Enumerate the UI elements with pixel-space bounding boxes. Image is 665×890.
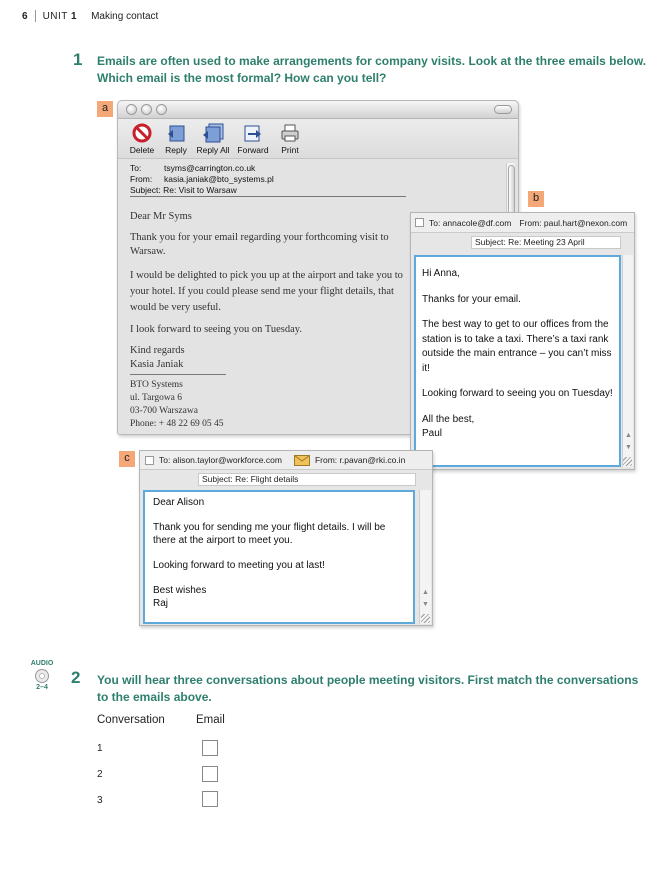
email-c-window [139, 450, 433, 626]
email-b-tag: b [528, 191, 544, 207]
email-a-paragraph-2: I would be delighted to pick you up at the airport and take you to your hotel. If you could please send me your flight details, that would be very useful. [130, 270, 403, 313]
email-c-greeting: Dear Alison [153, 497, 205, 508]
signature-phone: Phone: + 48 22 69 05 45 [130, 419, 224, 429]
scroll-down-icon[interactable]: ▼ [422, 601, 429, 608]
email-b-from: From: paul.hart@nexon.com [519, 217, 628, 228]
unit-label [43, 11, 78, 22]
email-b-to: To: annacole@df.com [429, 217, 512, 228]
signature-divider [130, 374, 226, 375]
email-a-headers [118, 159, 518, 197]
delete-button[interactable] [124, 119, 160, 158]
email-b-address-bar [411, 213, 634, 233]
forward-button[interactable] [232, 119, 274, 158]
question-2-text [97, 672, 638, 706]
email-b-paragraph-3: Looking forward to seeing you on Tuesday! [422, 388, 613, 399]
resize-grip-icon[interactable] [623, 457, 632, 466]
reply-icon [165, 122, 187, 144]
email-c-from: From: r.pavan@rki.co.in [314, 455, 406, 465]
email-b-paragraph-2: The best way to get to our offices from the station is to take a taxi. There’s a taxi rank outside the main entrance – you can’t miss it! [422, 319, 612, 374]
delete-icon [131, 122, 153, 144]
print-icon [279, 122, 301, 144]
forward-label: Forward [237, 145, 269, 155]
email-a-tag: a [97, 101, 113, 117]
email-c-address-bar [140, 451, 432, 470]
email-c-tag: c [119, 451, 135, 467]
question-1-line-2: Which email is the most formal? How can you tell? [97, 71, 387, 85]
question-1-text [97, 53, 646, 87]
answer-box[interactable] [202, 791, 218, 807]
email-c-paragraph-2: Looking forward to meeting you at last! [153, 560, 325, 571]
email-a-toolbar [118, 119, 518, 159]
page-number: 6 [22, 10, 28, 22]
answer-box[interactable] [202, 740, 218, 756]
conversation-number: 2 [97, 769, 103, 780]
email-a-closing: Kind regards [130, 345, 185, 356]
signature-street: ul. Targowa 6 [130, 393, 183, 403]
to-address: tsyms@carrington.co.uk [164, 163, 256, 173]
cd-icon [35, 669, 49, 683]
email-c-sender-name: Raj [153, 598, 169, 609]
question-2-number: 2 [71, 668, 81, 687]
envelope-icon [294, 455, 310, 466]
email-a-subject: Subject: Re: Visit to Warsaw [130, 185, 406, 197]
toolbar-toggle-icon[interactable] [494, 105, 512, 114]
answer-box[interactable] [202, 766, 218, 782]
print-label: Print [281, 145, 299, 155]
email-b-window [410, 212, 635, 470]
email-c-paragraph-1: Thank you for sending me your flight details. I will be there at the airport to meet you. [153, 522, 386, 546]
unit-word: UNIT [42, 10, 68, 22]
conversation-column-header: Conversation [97, 714, 165, 726]
audio-marker [30, 660, 54, 691]
email-c-subject-bar [140, 470, 432, 488]
email-b-sender-name: Paul [422, 428, 443, 439]
email-a-greeting: Dear Mr Syms [130, 211, 192, 222]
zoom-window-icon[interactable] [156, 104, 167, 115]
question-1-number: 1 [73, 50, 83, 69]
from-address: kasia.janiak@bto_systems.pl [164, 174, 274, 184]
to-label: To: [130, 163, 142, 173]
email-c-scrollbar[interactable] [419, 490, 431, 624]
running-header [22, 10, 158, 22]
email-c-content [143, 490, 415, 624]
scroll-up-icon[interactable]: ▲ [625, 432, 632, 439]
delete-label: Delete [129, 145, 155, 155]
reply-all-button[interactable] [192, 119, 234, 158]
from-label: From: [130, 174, 153, 184]
print-button[interactable] [272, 119, 308, 158]
email-b-paragraph-1: Thanks for your email. [422, 293, 521, 305]
question-1-line-1: Emails are often used to make arrangements for company visits. Look at the three emails below. [97, 54, 647, 68]
email-c-closing: Best wishes [153, 585, 207, 596]
signature-company: BTO Systems [130, 380, 183, 390]
email-column-header: Email [196, 714, 225, 726]
select-checkbox[interactable] [415, 218, 424, 227]
audio-label: AUDIO [30, 660, 54, 667]
email-a-titlebar [118, 101, 518, 119]
scroll-up-icon[interactable]: ▲ [422, 589, 429, 596]
email-b-scrollbar[interactable] [622, 255, 633, 467]
email-c-subject: Subject: Re: Flight details [198, 473, 416, 486]
audio-tracks: 2–4 [36, 684, 48, 691]
unit-number: 1 [71, 10, 78, 22]
close-window-icon[interactable] [126, 104, 137, 115]
question-2-line-2: to the emails above. [97, 690, 212, 704]
email-a-sender-name: Kasia Janiak [130, 359, 184, 370]
email-b-greeting: Hi Anna, [422, 268, 460, 279]
scroll-down-icon[interactable]: ▼ [625, 444, 632, 451]
minimize-window-icon[interactable] [141, 104, 152, 115]
email-a-paragraph-3: I look forward to seeing you on Tuesday. [130, 324, 302, 335]
unit-topic: Making contact [91, 10, 159, 22]
email-b-subject: Subject: Re: Meeting 23 April [471, 236, 621, 249]
reply-button[interactable] [158, 119, 194, 158]
header-divider [35, 10, 36, 22]
conversation-number: 1 [97, 743, 103, 754]
question-2-line-1: You will hear three conversations about people meeting visitors. First match the conversations [97, 673, 639, 687]
signature-city: 03-700 Warszawa [130, 406, 198, 416]
email-b-closing: All the best, [422, 413, 475, 425]
email-c-to: To: alison.taylor@workforce.com [159, 455, 282, 465]
forward-icon [242, 122, 264, 144]
select-checkbox[interactable] [145, 456, 154, 465]
reply-all-icon [201, 122, 225, 144]
email-b-subject-bar [411, 233, 634, 253]
email-a-paragraph-1: Thank you for your email regarding your forthcoming visit to Warsaw. [130, 232, 389, 257]
conversation-number: 3 [97, 795, 103, 806]
email-b-content [414, 255, 621, 467]
reply-all-label: Reply All [196, 145, 230, 155]
reply-label: Reply [165, 145, 187, 155]
resize-grip-icon[interactable] [421, 614, 430, 623]
